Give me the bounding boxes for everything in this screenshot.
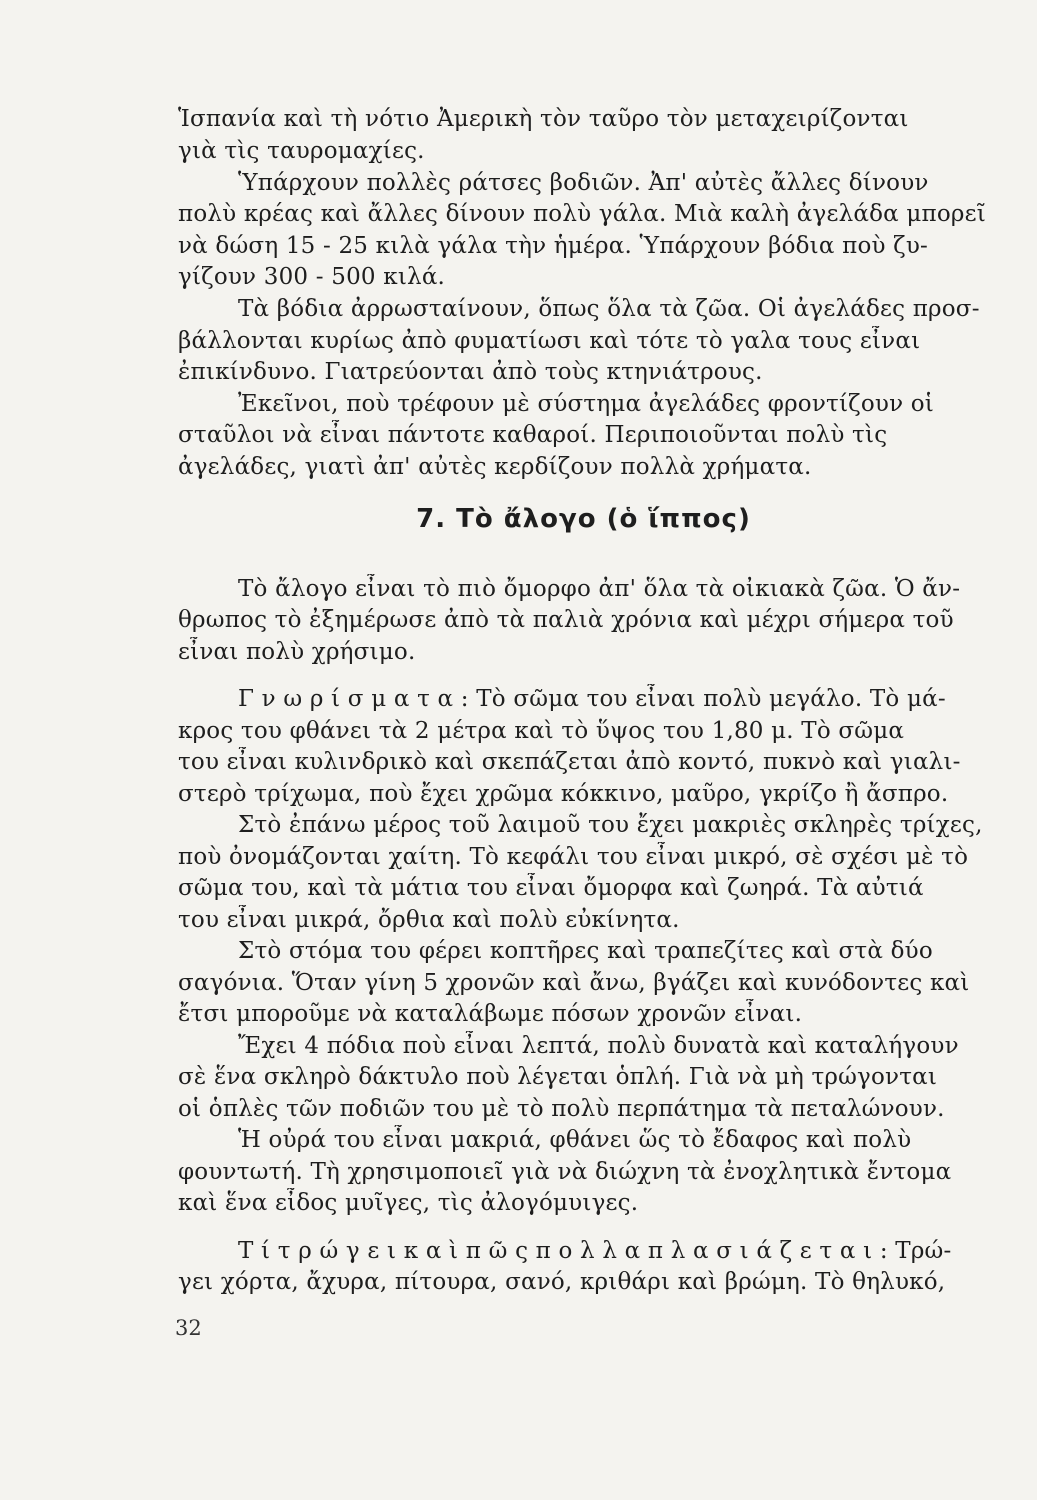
text-line: γει χόρτα, ἄχυρα, πίτουρα, σανό, κριθάρι καὶ βρώμη. Τὸ θηλυκό, [178,1269,946,1295]
text-line: Ἔχει 4 πόδια ποὺ εἶναι λεπτά, πολὺ δυνατὰ καὶ καταλήγουν [238,1033,959,1059]
text-line: Τ ί τ ρ ώ γ ε ι κ α ὶ π ῶ ς π ο λ λ α π λ α σ ι ά ζ ε τ α ι : Τρώ- [238,1238,952,1264]
section-heading: 7. Τὸ ἄλογο (ὁ ἵππος) [416,504,751,534]
text-line: σταῦλοι νὰ εἶναι πάντοτε καθαροί. Περιποιοῦνται πολὺ τὶς [178,422,888,448]
text-line: Στὸ στόμα του φέρει κοπτῆρες καὶ τραπεζίτες καὶ στὰ δύο [238,938,933,964]
text-line: του εἶναι κυλινδρικὸ καὶ σκεπάζεται ἀπὸ κοντό, πυκνὸ καὶ γιαλι- [178,749,961,775]
text-line: γίζουν 300 - 500 κιλά. [178,264,446,290]
text-line: Στὸ ἐπάνω μέρος τοῦ λαιμοῦ του ἔχει μακριὲς σκληρὲς τρίχες, [238,812,983,838]
text-line: θρωπος τὸ ἐξημέρωσε ἀπὸ τὰ παλιὰ χρόνια καὶ μέχρι σήμερα τοῦ [178,607,954,633]
text-line: σαγόνια. Ὅταν γίνη 5 χρονῶν καὶ ἄνω, βγάζει καὶ κυνόδοντες καὶ [178,970,970,996]
text-line: ποὺ ὀνομάζονται χαίτη. Τὸ κεφάλι του εἶναι μικρό, σὲ σχέσι μὲ τὸ [178,844,969,870]
text-line: σῶμα του, καὶ τὰ μάτια του εἶναι ὄμορφα καὶ ζωηρά. Τὰ αὐτιά [178,875,924,901]
text-line: ἔτσι μποροῦμε νὰ καταλάβωμε πόσων χρονῶν εἶναι. [178,1001,803,1027]
text-line: κρος του φθάνει τὰ 2 μέτρα καὶ τὸ ὕψος του 1,80 μ. Τὸ σῶμα [178,718,905,744]
text-line: σὲ ἕνα σκληρὸ δάκτυλο ποὺ λέγεται ὁπλή. Γιὰ νὰ μὴ τρώγονται [178,1064,938,1090]
text-line: εἶναι πολὺ χρήσιμο. [178,639,416,665]
text-line: Τὰ βόδια ἀρρωσταίνουν, ὅπως ὅλα τὰ ζῶα. Οἱ ἀγελάδες προσ- [238,296,980,322]
text-line: του εἶναι μικρά, ὄρθια καὶ πολὺ εὐκίνητα. [178,907,680,933]
text-line: γιὰ τὶς ταυρομαχίες. [178,138,425,164]
text-line: στερὸ τρίχωμα, ποὺ ἔχει χρῶμα κόκκινο, μαῦρο, γκρίζο ἢ ἄσπρο. [178,781,949,807]
text-line: Ἡ οὐρά του εἶναι μακριά, φθάνει ὥς τὸ ἔδαφος καὶ πολὺ [238,1127,912,1153]
text-line: καὶ ἕνα εἶδος μυῖγες, τὶς ἀλογόμυιγες. [178,1190,639,1216]
text-line: Τὸ ἄλογο εἶναι τὸ πιὸ ὄμορφο ἀπ' ὅλα τὰ οἰκιακὰ ζῶα. Ὁ ἄν- [238,576,961,602]
text-line: φουντωτή. Τὴ χρησιμοποιεῖ γιὰ νὰ διώχνη τὰ ἐνοχλητικὰ ἔντομα [178,1159,952,1185]
page-number: 32 [175,1316,202,1340]
text-line: Ἱσπανία καὶ τὴ νότιο Ἀμερικὴ τὸν ταῦρο τὸν μεταχειρίζονται [178,106,909,132]
text-line: πολὺ κρέας καὶ ἄλλες δίνουν πολὺ γάλα. Μιὰ καλὴ ἀγελάδα μπορεῖ [178,201,986,227]
text-line: ἐπικίνδυνο. Γιατρεύονται ἀπὸ τοὺς κτηνιάτρους. [178,359,763,385]
text-line: Ὑπάρχουν πολλὲς ράτσες βοδιῶν. Ἀπ' αὐτὲς ἄλλες δίνουν [238,170,929,196]
text-line: ἀγελάδες, γιατὶ ἀπ' αὐτὲς κερδίζουν πολλὰ χρήματα. [178,454,812,480]
text-line: νὰ δώση 15 - 25 κιλὰ γάλα τὴν ἡμέρα. Ὑπάρχουν βόδια ποὺ ζυ- [178,233,929,259]
text-line: οἱ ὁπλὲς τῶν ποδιῶν του μὲ τὸ πολὺ περπάτημα τὰ πεταλώνουν. [178,1096,945,1122]
text-line: Γ ν ω ρ ί σ μ α τ α : Τὸ σῶμα του εἶναι πολὺ μεγάλο. Τὸ μά- [238,686,946,712]
text-line: Ἐκεῖνοι, ποὺ τρέφουν μὲ σύστημα ἀγελάδες φροντίζουν οἱ [238,391,935,417]
text-line: βάλλονται κυρίως ἀπὸ φυματίωσι καὶ τότε τὸ γαλα τους εἶναι [178,328,921,354]
